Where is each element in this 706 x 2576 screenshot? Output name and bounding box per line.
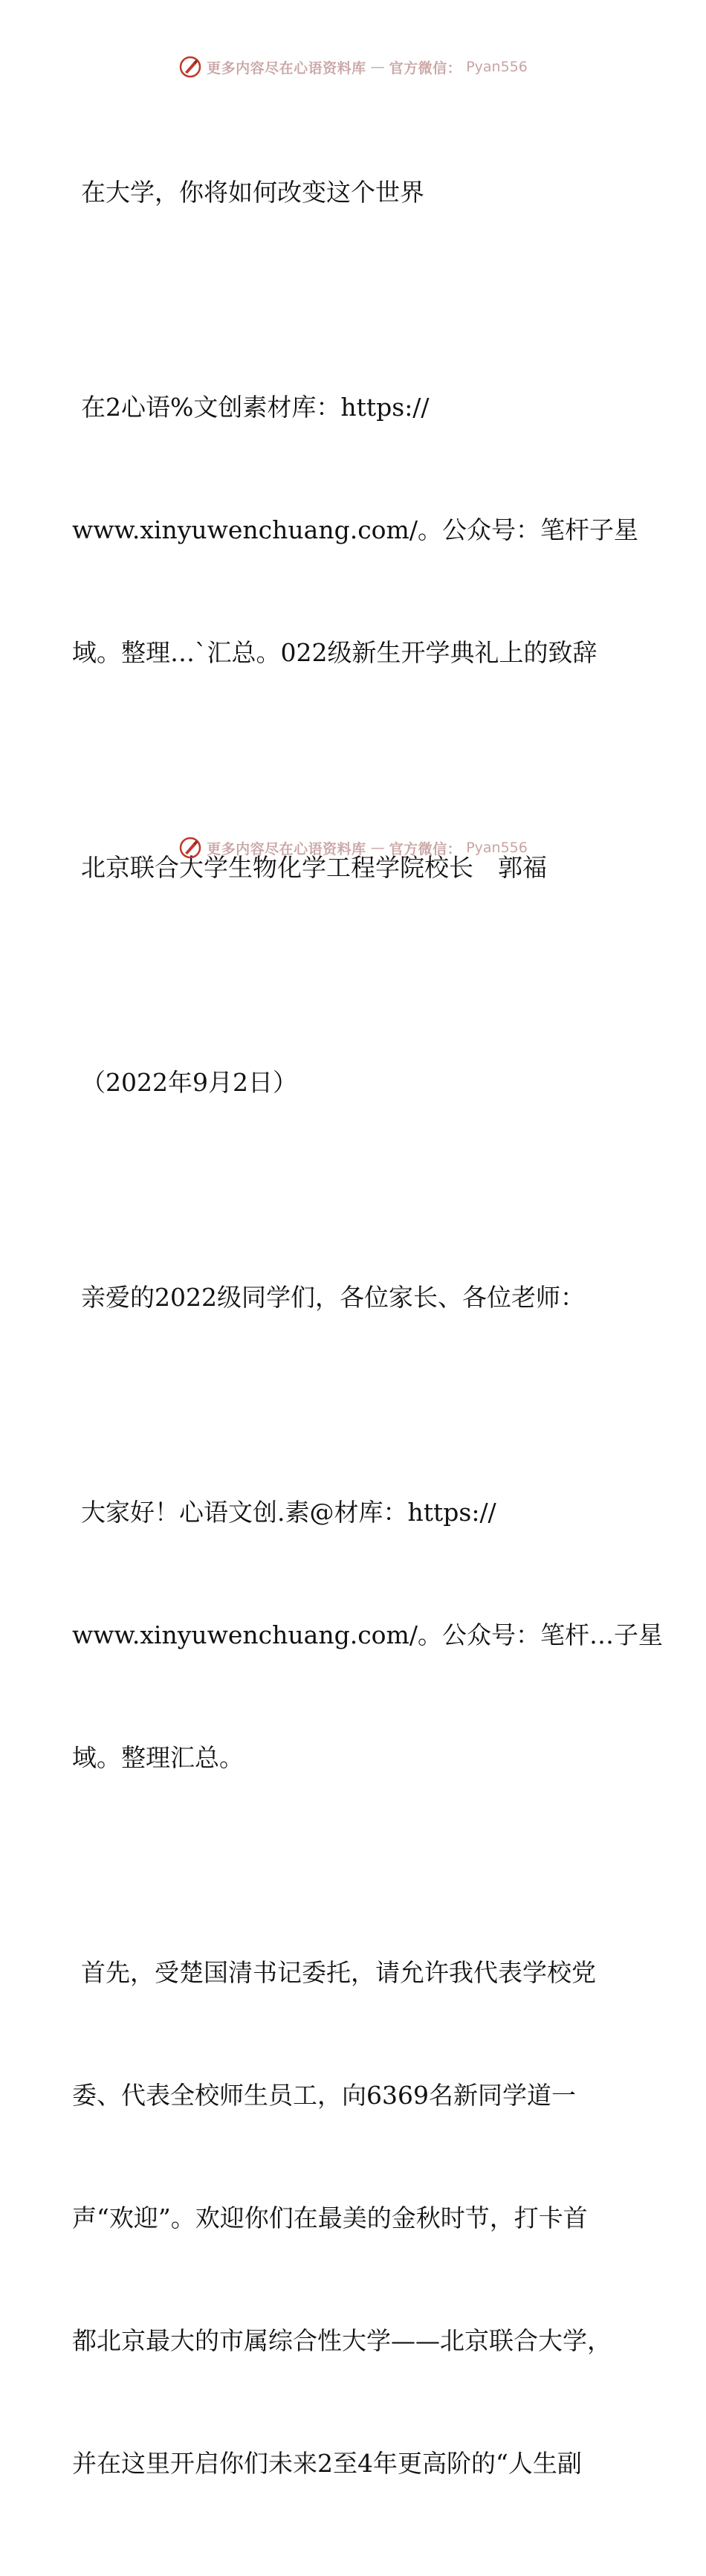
watermark-wechat-label: 官方微信： xyxy=(389,59,462,77)
text-line: 在2心语%文创素材库：https:// xyxy=(81,393,430,422)
text-line: www.xinyuwenchuang.com/。公众号：笔杆…子星 xyxy=(72,1620,663,1649)
watermark-wechat-id: Pyan556 xyxy=(466,59,528,75)
pen-logo-icon xyxy=(178,836,202,860)
watermark-text: 更多内容尽在心语资料库 xyxy=(207,840,366,857)
header-watermark xyxy=(0,52,706,82)
author-line: 北京联合大学生物化学工程学院校长 郭福 xyxy=(81,853,547,882)
paragraph-intro xyxy=(72,305,637,755)
document-title: 在大学，你将如何改变这个世界 xyxy=(81,178,424,207)
paragraph-welcome xyxy=(72,1870,637,2566)
document-body xyxy=(72,90,663,2576)
text-line: 并在这里开启你们未来2至4年更高阶的“人生副 xyxy=(72,2449,582,2478)
paragraph-greeting xyxy=(72,1410,663,1860)
salutation: 亲爱的2022级同学们，各位家长、各位老师： xyxy=(81,1283,585,1312)
text-line: 大家好！心语文创.素@材库：https:// xyxy=(81,1498,496,1527)
text-line: 域。整理…`汇总。022级新生开学典礼上的致辞 xyxy=(72,638,597,667)
watermark-dash: — xyxy=(370,840,385,856)
text-line: 都北京最大的市属综合性大学——北京联合大学， xyxy=(72,2326,612,2355)
watermark-wechat-label: 官方微信： xyxy=(389,840,462,857)
watermark-dash: — xyxy=(370,59,385,75)
date-line: （2022年9月2日） xyxy=(81,1068,297,1097)
watermark-text: 更多内容尽在心语资料库 xyxy=(207,59,366,77)
watermark-wechat-id: Pyan556 xyxy=(466,840,528,856)
text-line: 域。整理汇总。 xyxy=(72,1743,244,1772)
text-line: 首先，受楚国清书记委托，请允许我代表学校党 xyxy=(81,1958,596,1987)
pen-logo-icon xyxy=(178,55,202,79)
text-line: 委、代表全校师生员工，向6369名新同学道一 xyxy=(72,2081,576,2110)
text-line: 声“欢迎”。欢迎你们在最美的金秋时节，打卡首 xyxy=(72,2203,588,2232)
footer-watermark xyxy=(0,833,706,863)
text-line: www.xinyuwenchuang.com/。公众号：笔杆子星 xyxy=(72,515,638,544)
